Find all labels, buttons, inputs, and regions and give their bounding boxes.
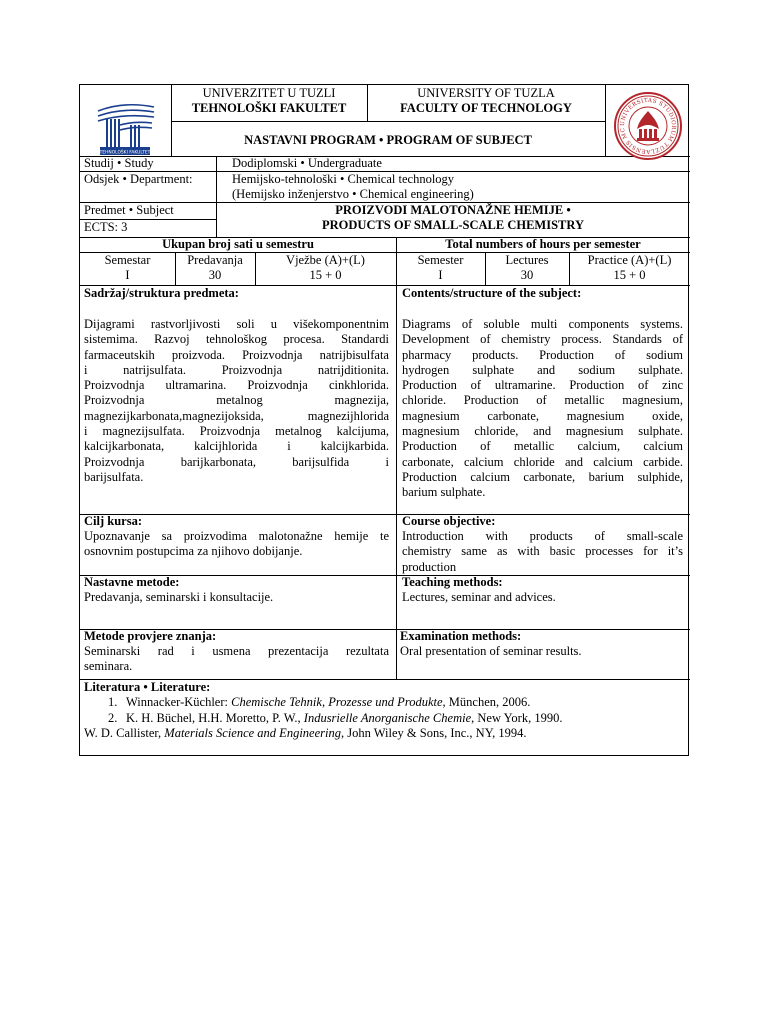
methods-heading-en: Teaching methods: bbox=[402, 575, 503, 589]
col-vjezbe: Vježbe (A)+(L) bbox=[286, 253, 365, 267]
val-predavanja: 30 bbox=[208, 268, 222, 282]
content-line: i magnezijsulfata. Proizvodnja metalnog kalcijuma, bbox=[84, 424, 389, 439]
content-line: Dijagrami rastvorljivosti soli u višekomponentnim bbox=[84, 317, 389, 331]
hours-heading-en: Total numbers of hours per semester bbox=[445, 237, 641, 251]
exam-heading-bs: Metode provjere znanja: bbox=[84, 629, 217, 643]
content-line: carbonate, calcium chloride and calcium carbide. bbox=[402, 454, 683, 469]
objective-line: Upoznavanje sa proizvodima malotonažne hemije te bbox=[84, 529, 389, 543]
subject-title-en: PRODUCTS OF SMALL-SCALE CHEMISTRY bbox=[322, 218, 584, 232]
content-heading-bs: Sadržaj/struktura predmeta: bbox=[84, 286, 239, 300]
program-title: NASTAVNI PROGRAM • PROGRAM OF SUBJECT bbox=[244, 133, 532, 147]
content-text-en bbox=[402, 317, 683, 501]
content-line: Proizvodnja metalnog magnezija, bbox=[84, 393, 389, 408]
content-line: Proizvodnja barijkarbonata, barijsulfida i bbox=[84, 454, 389, 469]
faculty-logo bbox=[94, 99, 158, 157]
svg-text:UNIVERSITAS STUDIORUM TUZLAENS: UNIVERSITAS STUDIORUM TUZLAENSIS MC bbox=[619, 97, 677, 155]
col-semestar: Semestar bbox=[104, 253, 151, 267]
literature-item: 1. Winnacker-Küchler: Chemische Tehnik, Prozesse und Produkte, München, 2006. bbox=[108, 695, 531, 709]
methods-text-en: Lectures, seminar and advices. bbox=[402, 590, 556, 604]
content-line: barijsulfata. bbox=[84, 469, 144, 484]
department-value-detail: (Hemijsko inženjerstvo • Chemical engineering) bbox=[232, 187, 474, 201]
university-name-en: UNIVERSITY OF TUZLA bbox=[417, 86, 555, 100]
syllabus-sheet bbox=[79, 84, 689, 756]
content-line: Diagrams of soluble multi components systems. bbox=[402, 317, 683, 331]
ects-label: ECTS: 3 bbox=[84, 220, 128, 234]
objective-text-bs bbox=[84, 529, 389, 560]
content-line: sistemima. Razvoj tehnološkog procesa. Standardi bbox=[84, 332, 389, 347]
hours-heading-bs: Ukupan broj sati u semestru bbox=[162, 237, 314, 251]
exam-line: Seminarski rad i usmena prezentacija rezultata bbox=[84, 644, 389, 658]
methods-heading-bs: Nastavne metode: bbox=[84, 575, 180, 589]
content-text-bs bbox=[84, 317, 389, 485]
objective-line: chemistry same as with basic processes for it’s bbox=[402, 544, 683, 559]
university-seal bbox=[613, 91, 683, 161]
faculty-name-en: FACULTY OF TECHNOLOGY bbox=[400, 101, 572, 115]
val-vjezbe: 15 + 0 bbox=[309, 268, 342, 282]
col-practice: Practice (A)+(L) bbox=[587, 253, 672, 267]
svg-text:TEHNOLOŠKI FAKULTET: TEHNOLOŠKI FAKULTET bbox=[99, 150, 151, 156]
val-lectures: 30 bbox=[520, 268, 534, 282]
content-line: i natrijsulfata. Proizvodnja natrijditionita. bbox=[84, 362, 389, 377]
study-value: Dodiplomski • Undergraduate bbox=[232, 156, 382, 170]
val-semester: I bbox=[438, 268, 443, 282]
col-predavanja: Predavanja bbox=[187, 253, 243, 267]
faculty-name-bs: TEHNOLOŠKI FAKULTET bbox=[191, 101, 347, 115]
content-line: pharmacy products. Production of sodium bbox=[402, 347, 683, 362]
col-semester: Semester bbox=[417, 253, 464, 267]
val-practice: 15 + 0 bbox=[613, 268, 646, 282]
content-line: hydrogen sulphate and sodium sulphate. bbox=[402, 362, 683, 377]
content-line: Development of chemistry process. Standards of bbox=[402, 332, 683, 347]
exam-heading-en: Examination methods: bbox=[400, 629, 522, 643]
objective-text-en bbox=[402, 529, 683, 575]
literature-heading: Literatura • Literature: bbox=[84, 680, 211, 694]
content-line: Production of metallic calcium, calcium bbox=[402, 439, 683, 454]
content-line: magnezijkarbonata,magnezijoksida, magnezijhlorida bbox=[84, 408, 389, 423]
objective-line: osnovnim postupcima za njihovo dobijanje. bbox=[84, 544, 303, 559]
department-label: Odsjek • Department: bbox=[84, 172, 193, 186]
content-line: Proizvodnja ultramarina. Proizvodnja cinkhlorida. bbox=[84, 378, 389, 393]
objective-line: production bbox=[402, 559, 457, 574]
subject-label: Predmet • Subject bbox=[84, 203, 174, 217]
exam-text-en: Oral presentation of seminar results. bbox=[400, 644, 582, 658]
content-line: barium sulphate. bbox=[402, 485, 486, 500]
val-semestar: I bbox=[125, 268, 130, 282]
subject-title-bs: PROIZVODI MALOTONAŽNE HEMIJE • bbox=[335, 203, 571, 217]
objective-heading-en: Course objective: bbox=[402, 514, 496, 528]
content-line: magnesium carbonate, magnesium oxide, bbox=[402, 408, 683, 423]
department-value: Hemijsko-tehnološki • Chemical technology bbox=[232, 172, 455, 186]
content-line: Production calcium carbonate, barium sulphide, bbox=[402, 469, 683, 484]
study-label: Studij • Study bbox=[84, 156, 154, 170]
content-line: kalcijkarbonata, kalcijhlorida i kalcijkarbida. bbox=[84, 439, 389, 454]
content-line: farmaceutskih proizvoda. Proizvodnja natrijbisulfata bbox=[84, 347, 389, 362]
exam-text-bs bbox=[84, 644, 389, 675]
content-line: magnesium chloride, and magnesium sulphate. bbox=[402, 424, 683, 439]
content-heading-en: Contents/structure of the subject: bbox=[402, 286, 582, 300]
exam-line: seminara. bbox=[84, 659, 133, 674]
objective-line: Introduction with products of small-scale bbox=[402, 529, 683, 543]
col-lectures: Lectures bbox=[505, 253, 549, 267]
objective-heading-bs: Cilj kursa: bbox=[84, 514, 142, 528]
literature-item: 2. K. H. Büchel, H.H. Moretto, P. W., Indusrielle Anorganische Chemie, New York, 1990. bbox=[108, 711, 563, 725]
content-line: Production of ultramarine. Production of zinc bbox=[402, 378, 683, 393]
university-name-bs: UNIVERZITET U TUZLI bbox=[202, 86, 336, 100]
methods-text-bs: Predavanja, seminarski i konsultacije. bbox=[84, 590, 274, 604]
content-line: chloride. Production of metallic magnesium, bbox=[402, 393, 683, 408]
literature-item: W. D. Callister, Materials Science and Engineering, John Wiley & Sons, Inc., NY, 1994. bbox=[84, 726, 527, 740]
